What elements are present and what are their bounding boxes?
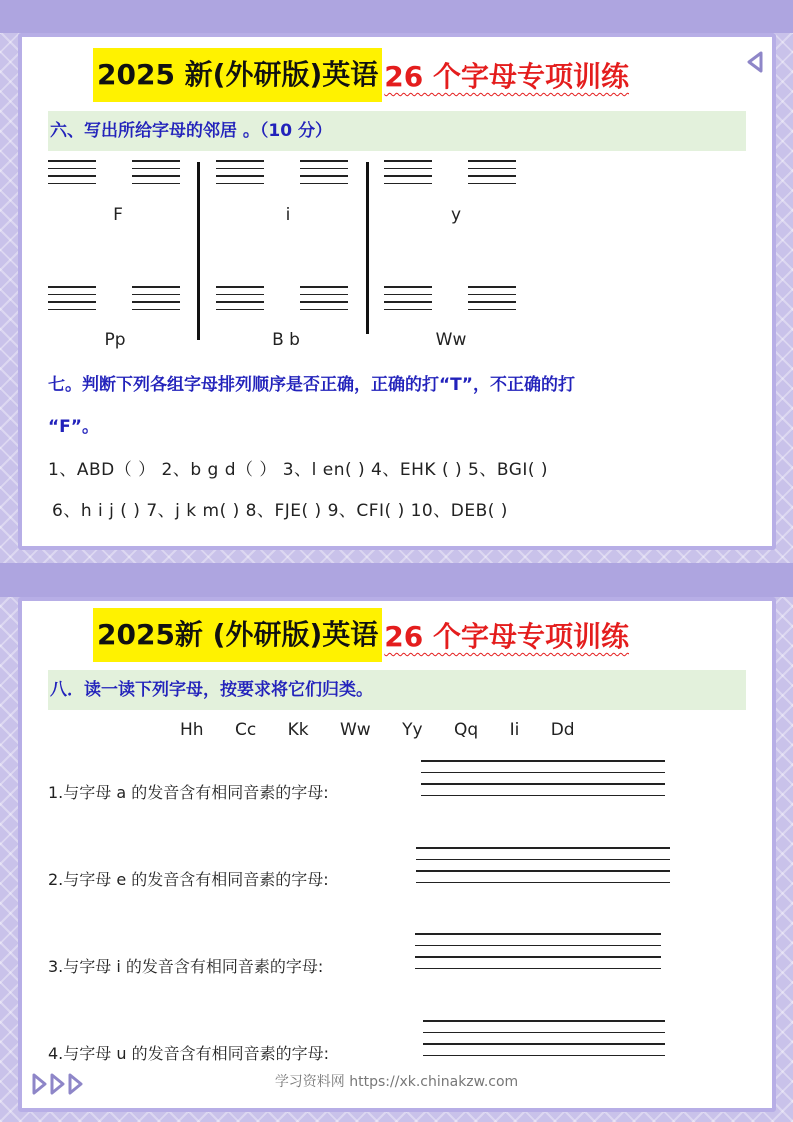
write-line xyxy=(216,286,264,320)
section-7-heading: 七。判断下列各组字母排列顺序是否正确，正确的打“T”，不正确的打 xyxy=(48,375,575,395)
letter-item: Dd xyxy=(550,720,575,740)
middle-band xyxy=(0,563,793,597)
classify-question-2: 2.与字母 e 的发音含有相同音素的字母: xyxy=(48,870,329,889)
letter-item: Qq xyxy=(453,720,479,740)
neighbor-letter: Pp xyxy=(104,330,126,350)
write-line xyxy=(48,286,96,320)
neighbor-letter: Ww xyxy=(435,330,467,350)
answer-lines-3 xyxy=(415,933,661,979)
write-line xyxy=(300,286,348,320)
column-divider xyxy=(197,162,200,340)
letter-item: Kk xyxy=(287,720,309,740)
page-title-1 xyxy=(93,48,629,102)
classify-question-4: 4.与字母 u 的发音含有相同音素的字母: xyxy=(48,1044,329,1063)
judge-row-2: 6、h i j ( ) 7、j k m( ) 8、FJE( ) 9、CFI( ) 10、DEB( ) xyxy=(52,501,508,521)
letter-list xyxy=(180,720,601,740)
letter-item: Cc xyxy=(234,720,257,740)
section-6-heading: 六、写出所给字母的邻居 。（10 分） xyxy=(48,111,746,151)
letter-item: Ww xyxy=(340,720,371,740)
answer-lines-2 xyxy=(416,847,670,893)
section-7-heading-cont: “F”。 xyxy=(48,417,99,437)
title-red-2: 26 个字母专项训练 xyxy=(384,620,629,653)
top-band xyxy=(0,0,793,33)
write-line xyxy=(132,286,180,320)
write-line xyxy=(384,160,432,194)
write-line xyxy=(468,160,516,194)
classify-question-3: 3.与字母 i 的发音含有相同音素的字母: xyxy=(48,957,324,976)
title-black-1: 2025 新(外研版)英语 xyxy=(93,48,382,102)
judge-row-1: 1、ABD（ ） 2、b g d（ ） 3、l en( ) 4、EHK ( ) 5、BGI( ) xyxy=(48,460,549,480)
footer-watermark: 学习资料网 https://xk.chinakzw.com xyxy=(274,1074,519,1090)
title-black-2: 2025新 (外研版)英语 xyxy=(93,608,382,662)
triangle-left-icon[interactable] xyxy=(745,50,765,74)
write-line xyxy=(384,286,432,320)
answer-lines-1 xyxy=(421,760,665,806)
classify-question-1: 1.与字母 a 的发音含有相同音素的字母: xyxy=(48,783,329,802)
title-red-1: 26 个字母专项训练 xyxy=(384,60,629,93)
write-line xyxy=(132,160,180,194)
answer-lines-4 xyxy=(423,1020,665,1066)
letter-item: Yy xyxy=(402,720,423,740)
neighbor-letter: i xyxy=(285,205,291,225)
letter-item: Ii xyxy=(509,720,520,740)
write-line xyxy=(468,286,516,320)
column-divider xyxy=(366,162,369,334)
write-line xyxy=(300,160,348,194)
neighbor-letter: y xyxy=(450,205,462,225)
neighbor-letter: F xyxy=(113,205,123,225)
write-line xyxy=(216,160,264,194)
neighbor-letter: B b xyxy=(272,330,300,350)
write-line xyxy=(48,160,96,194)
page-title-2 xyxy=(93,608,629,662)
section-8-heading: 八．读一读下列字母，按要求将它们归类。 xyxy=(48,670,746,710)
letter-item: Hh xyxy=(180,720,204,740)
